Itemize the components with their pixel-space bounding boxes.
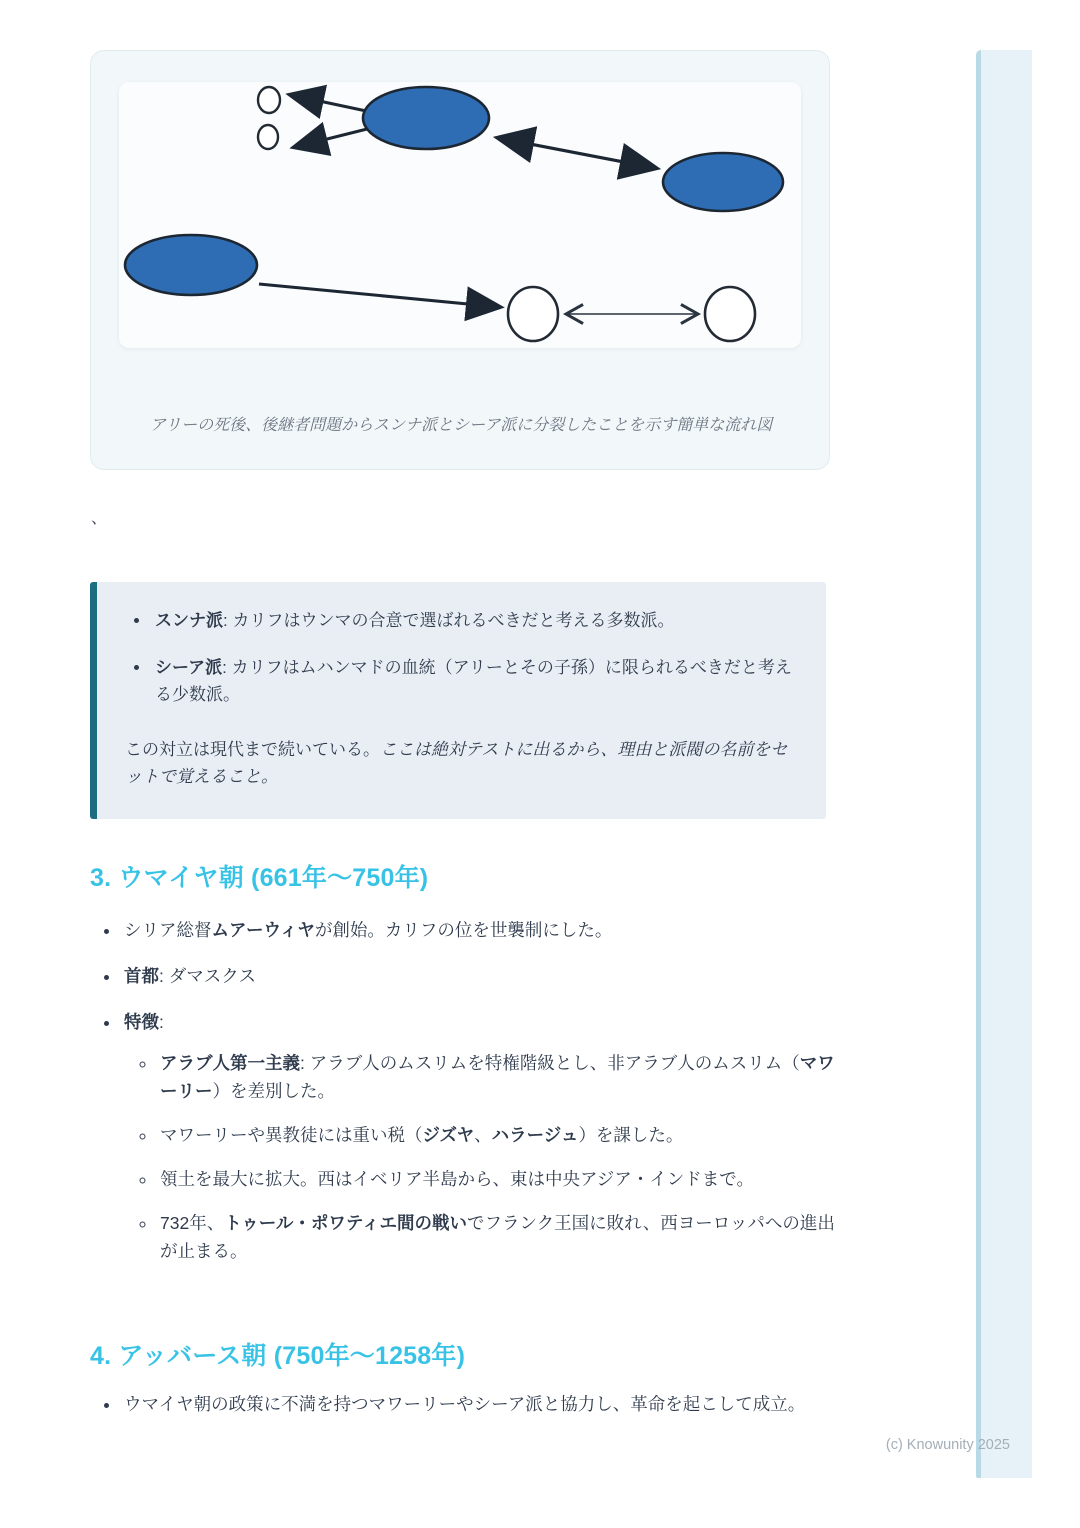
text-segment: :	[159, 1012, 164, 1032]
text-segment: ）を差別した。	[212, 1081, 335, 1101]
callout-note	[125, 736, 796, 791]
section-3-sub-bullets	[124, 1049, 838, 1265]
list-item	[121, 962, 838, 990]
list-item	[157, 1209, 838, 1265]
text-segment: シリア総督	[124, 920, 212, 940]
text-segment: アラブ人第一主義	[160, 1053, 300, 1073]
text-segment: ウマイヤ朝の政策に不満を持つマワーリーやシーア派と協力し、革命を起こして成立。	[124, 1394, 806, 1414]
callout-item-shia	[151, 654, 796, 709]
text-segment: ）を課した。	[578, 1125, 684, 1145]
list-item	[157, 1121, 838, 1149]
bottom-circle-2	[705, 287, 755, 341]
arrow-to-circle-1	[291, 95, 371, 112]
text-segment: マワーリー	[160, 1053, 835, 1101]
arrow-to-circle-2	[295, 128, 371, 147]
text-segment: ムアーウィヤ	[211, 920, 315, 940]
text-segment: ここは絶対テストに出るから、理由と派閥の名前をセットで覚えること。	[125, 739, 788, 787]
list-item-label	[124, 1012, 164, 1032]
text-segment: ジズヤ	[422, 1125, 475, 1145]
text-segment: この対立は現代まで続いている。	[125, 739, 380, 759]
text-segment: ハラージュ	[491, 1125, 579, 1145]
list-item	[121, 916, 838, 944]
text-segment: が創始。カリフの位を世襲制にした。	[314, 920, 613, 940]
small-circle-2	[258, 125, 278, 149]
text-segment: : カリフはウンマの合意で選ばれるべきだと考える多数派。	[223, 611, 675, 630]
section-3-bullets	[90, 916, 838, 1265]
text-segment: トゥール・ポワティエ間の戦い	[224, 1213, 468, 1233]
section-4-list	[90, 1390, 838, 1418]
section-3-heading: 3. ウマイヤ朝 (661年〜750年)	[90, 864, 429, 892]
section-3-list	[90, 916, 838, 1265]
text-segment: でフランク王国に敗れ、西ヨーロッパへの進出が止まる。	[160, 1213, 835, 1261]
text-segment: 732年、	[160, 1213, 225, 1233]
arrow-long-diagonal	[259, 284, 499, 307]
stray-comma-mark: 、	[91, 510, 108, 527]
next-page-edge-preview	[976, 50, 1032, 1478]
flow-diagram-image	[119, 82, 801, 348]
figure-card	[90, 50, 830, 470]
text-segment: 首都	[124, 966, 159, 986]
list-item	[121, 1390, 838, 1418]
group-ellipse-bottom-left	[125, 235, 257, 295]
text-segment: マワーリーや異教徒には重い税（	[160, 1125, 423, 1145]
list-item	[157, 1165, 838, 1193]
text-segment: 、	[474, 1125, 492, 1145]
small-circle-1	[258, 87, 280, 113]
list-item	[157, 1049, 838, 1105]
callout-list	[125, 607, 796, 709]
text-segment: シーア派	[155, 657, 223, 677]
text-segment: : アラブ人のムスリムを特権階級とし、非アラブ人のムスリム（	[300, 1053, 800, 1073]
list-item	[121, 1008, 838, 1265]
text-segment: : カリフはムハンマドの血統（アリーとその子孫）に限られるべきだと考える少数派。	[155, 657, 792, 705]
text-segment: 領土を最大に拡大。西はイベリア半島から、東は中央アジア・インドまで。	[160, 1169, 754, 1189]
double-arrow-top	[499, 138, 655, 168]
group-ellipse-top	[363, 87, 489, 149]
section-4-bullets	[90, 1390, 838, 1418]
text-segment: スンナ派	[155, 611, 223, 630]
bottom-circle-1	[508, 287, 558, 341]
group-ellipse-right	[663, 153, 783, 211]
callout-block	[90, 582, 826, 819]
text-segment: 特徴	[124, 1012, 159, 1032]
callout-item-sunni	[151, 607, 796, 635]
flow-diagram	[119, 82, 801, 348]
text-segment: : ダマスクス	[159, 966, 257, 986]
figure-caption: アリーの死後、後継者問題からスンナ派とシーア派に分裂したことを示す簡単な流れ図	[149, 417, 773, 434]
copyright-footer: (c) Knowunity 2025	[885, 1437, 1010, 1453]
section-4-heading: 4. アッバース朝 (750年〜1258年)	[90, 1342, 466, 1370]
